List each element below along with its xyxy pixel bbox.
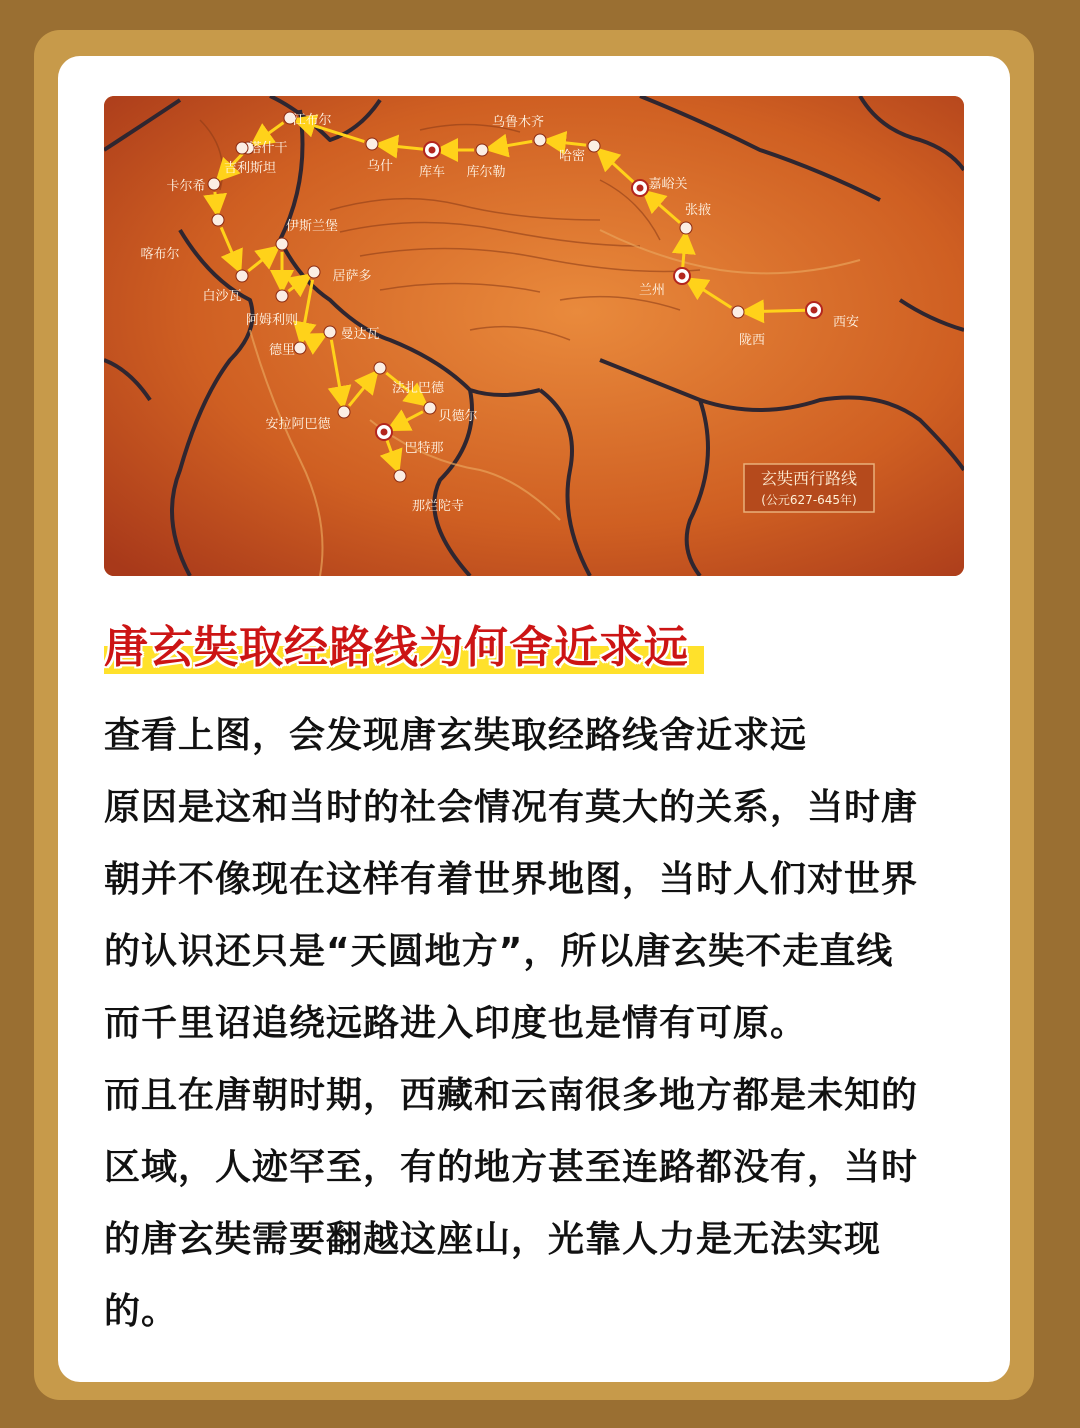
place-label: 那烂陀寺 [411, 499, 465, 514]
article-line: 朝并不像现在这样有着世界地图，当时人们对世界 [104, 859, 919, 900]
legend-subtitle: (公元627-645年) [761, 493, 857, 507]
city-dot [324, 326, 336, 338]
place-label: 陇西 [738, 333, 766, 348]
article-line: 的认识还只是“天圆地方”，所以唐玄奘不走直线 [104, 931, 894, 972]
major-city-center [381, 429, 388, 436]
route-arrow [746, 310, 806, 312]
place-label: 安拉阿巴德 [265, 417, 331, 432]
article-line: 的唐玄奘需要翻越这座山，光靠人力是无法实现 [104, 1219, 882, 1260]
major-city-center [811, 307, 818, 314]
article-title: 唐玄奘取经路线为何舍近求远 [104, 622, 689, 673]
route-map [104, 96, 964, 576]
place-label: 张掖 [684, 203, 712, 218]
place-label: 吉利斯坦 [223, 161, 277, 176]
place-label: 白沙瓦 [202, 289, 242, 304]
place-label: 哈密 [558, 149, 586, 164]
city-dot [374, 362, 386, 374]
city-dot [212, 214, 224, 226]
route-map-svg [104, 96, 964, 576]
place-marker [242, 141, 288, 156]
place-label: 居萨多 [332, 269, 372, 284]
city-dot [308, 266, 320, 278]
place-label: 江布尔 [292, 113, 332, 128]
article-body [104, 700, 974, 1348]
article-line: 区域，人迹罕至，有的地方甚至连路都没有，当时 [104, 1147, 919, 1188]
place-label: 德里 [268, 343, 296, 358]
article-line: 的。 [104, 1291, 179, 1332]
article-title-block [104, 616, 964, 680]
major-city-center [429, 147, 436, 154]
city-dot [208, 178, 220, 190]
city-dot [366, 138, 378, 150]
place-label: 喀布尔 [140, 247, 180, 262]
major-city-center [679, 273, 686, 280]
city-dot [394, 470, 406, 482]
place-label: 乌鲁木齐 [491, 115, 545, 130]
place-label: 库尔勒 [466, 165, 506, 180]
place-label: 兰州 [638, 283, 666, 298]
city-dot [236, 142, 248, 154]
city-dot [276, 290, 288, 302]
article-line: 原因是这和当时的社会情况有莫大的关系，当时唐 [104, 787, 919, 828]
city-dot [338, 406, 350, 418]
city-dot [534, 134, 546, 146]
place-label: 西安 [832, 315, 860, 330]
place-label: 法扎巴德 [391, 381, 445, 396]
city-dot [236, 270, 248, 282]
article-line: 而千里诏追绕远路进入印度也是情有可原。 [104, 1003, 808, 1044]
article-line: 而且在唐朝时期，西藏和云南很多地方都是未知的 [104, 1075, 919, 1116]
city-dot [294, 342, 306, 354]
legend-title: 玄奘西行路线 [760, 469, 858, 488]
city-dot [680, 222, 692, 234]
city-dot [588, 140, 600, 152]
map-legend [744, 464, 874, 512]
place-label: 巴特那 [404, 441, 444, 456]
city-dot [424, 402, 436, 414]
article-line: 查看上图，会发现唐玄奘取经路线舍近求远 [104, 715, 808, 756]
place-label: 曼达瓦 [340, 327, 380, 342]
place-label: 库车 [418, 165, 446, 180]
place-label: 卡尔希 [166, 179, 206, 194]
city-dot [476, 144, 488, 156]
place-label: 塔什干 [248, 141, 288, 156]
place-label: 伊斯兰堡 [285, 219, 339, 234]
place-label: 阿姆利则 [245, 313, 299, 328]
city-dot [276, 238, 288, 250]
place-label: 贝德尔 [438, 409, 478, 424]
major-city-center [637, 185, 644, 192]
city-dot [732, 306, 744, 318]
place-label: 乌什 [366, 159, 394, 174]
place-label: 嘉峪关 [648, 177, 688, 192]
